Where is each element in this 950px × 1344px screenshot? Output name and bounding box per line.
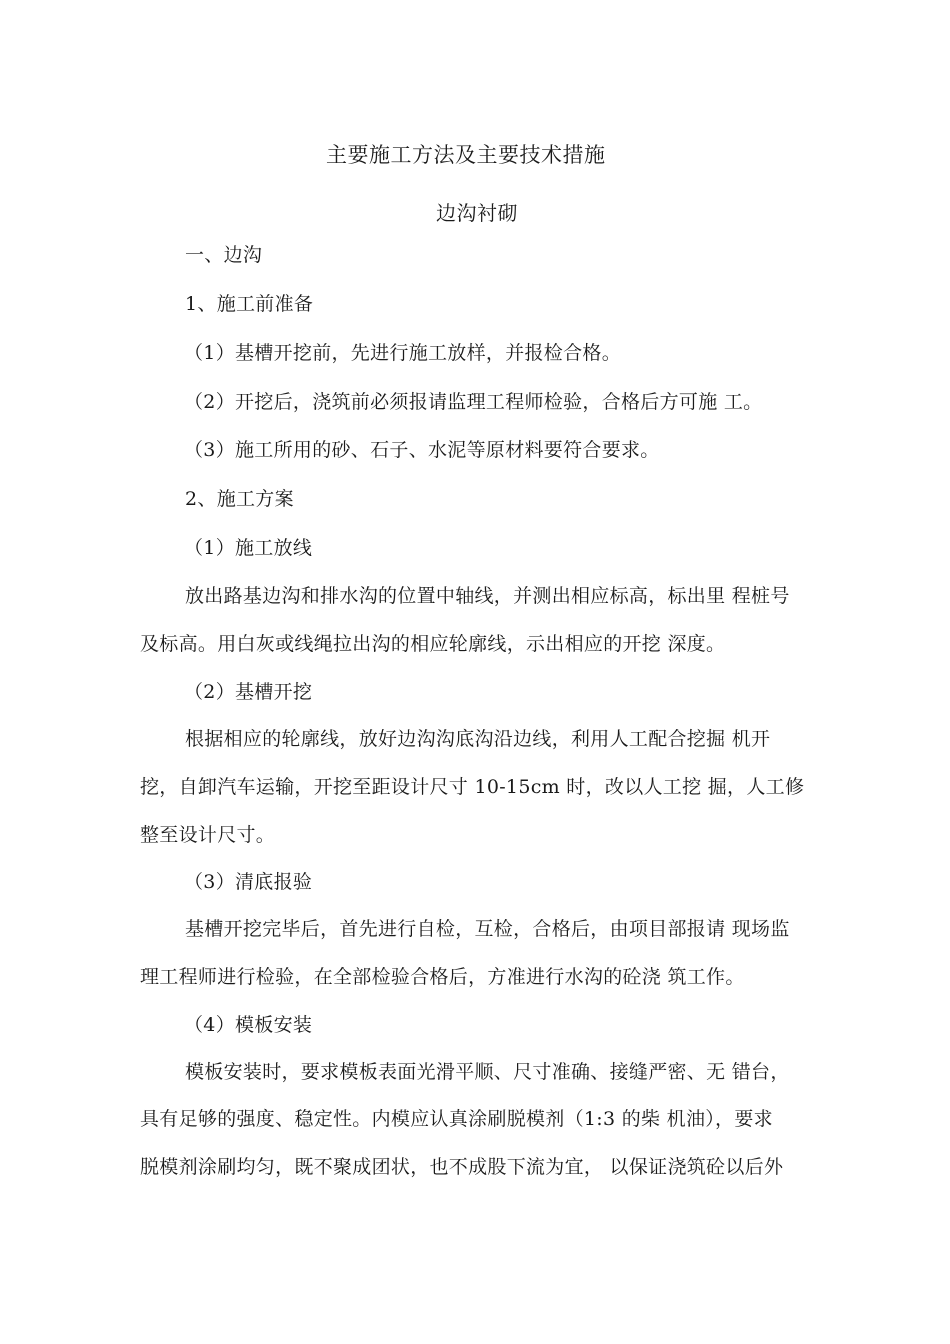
list-item: （3）清底报验 [184,871,313,893]
document-subtitle: 边沟衬砌 [436,201,518,225]
list-item: （1）施工放线 [184,537,313,559]
section-heading: 一、边沟 [185,244,263,266]
list-item: （2）开挖后，浇筑前必须报请监理工程师检验，合格后方可施 工。 [184,391,763,413]
list-item: （1）基槽开挖前，先进行施工放样，并报检合格。 [184,342,621,364]
list-item: （3）施工所用的砂、石子、水泥等原材料要符合要求。 [184,439,660,461]
paragraph-line: 挖，自卸汽车运输，开挖至距设计尺寸 10-15cm 时，改以人工挖 掘，人工修 [140,776,805,798]
paragraph-line: 理工程师进行检验，在全部检验合格后，方准进行水沟的砼浇 筑工作。 [140,966,745,988]
list-item: （4）模板安装 [184,1014,313,1036]
paragraph-line: 具有足够的强度、稳定性。内模应认真涂刷脱模剂（1:3 的柴 机油），要求 [140,1108,773,1130]
subsection-heading: 2、施工方案 [185,488,294,510]
list-item: （2）基槽开挖 [184,681,313,703]
paragraph-line: 放出路基边沟和排水沟的位置中轴线，并测出相应标高，标出里 程桩号 [185,585,790,607]
document-title: 主要施工方法及主要技术措施 [326,143,606,167]
paragraph-line: 根据相应的轮廓线，放好边沟沟底沟沿边线，利用人工配合挖掘 机开 [185,728,771,750]
paragraph-line: 基槽开挖完毕后，首先进行自检，互检，合格后，由项目部报请 现场监 [185,918,790,940]
subsection-heading: 1、施工前准备 [185,293,314,315]
paragraph-line: 脱模剂涂刷均匀，既不聚成团状，也不成股下流为宜， 以保证浇筑砼以后外 [140,1156,784,1178]
paragraph-line: 整至设计尺寸。 [140,824,276,846]
paragraph-line: 模板安装时，要求模板表面光滑平顺、尺寸准确、接缝严密、无 错台， [185,1061,790,1083]
paragraph-line: 及标高。用白灰或线绳拉出沟的相应轮廓线，示出相应的开挖 深度。 [140,633,726,655]
